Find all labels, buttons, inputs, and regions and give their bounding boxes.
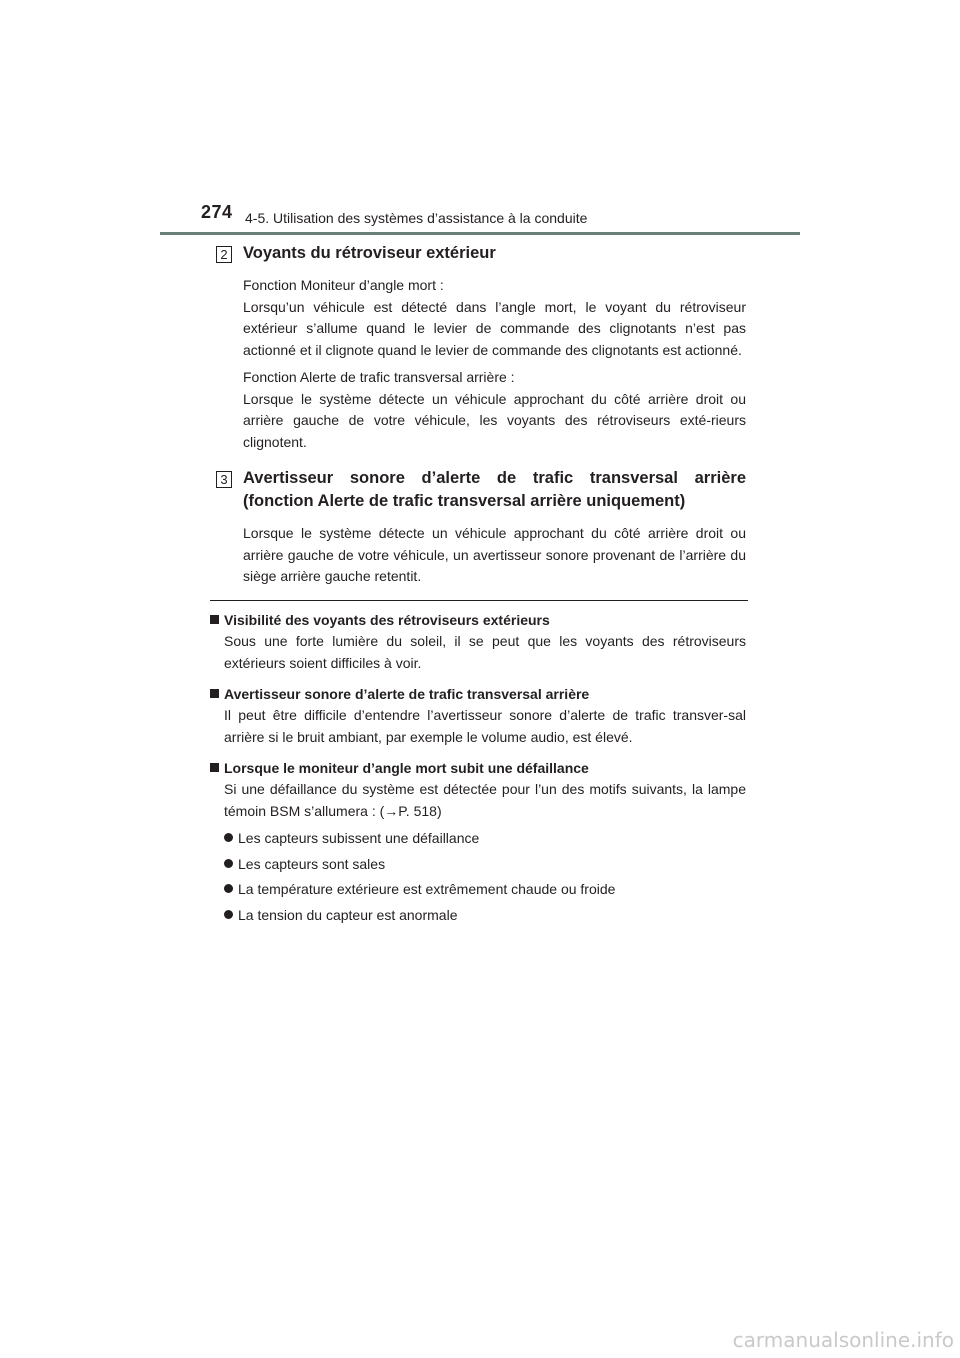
- paragraph: Lorsque le système détecte un véhicule approchant du côté arrière droit ou arrière gauche de votre véhicule, les voyants des rétroviseurs exté-rieurs clignotent.: [243, 390, 746, 450]
- note-buzzer: [210, 684, 746, 748]
- note-text: Si une défaillance du système est détectée pour l’un des motifs suivants, la lampe témoin BSM s’allumera : (→P. 518): [224, 781, 746, 819]
- list-item-text: La tension du capteur est anormale: [238, 906, 458, 923]
- note-heading: [210, 758, 746, 779]
- item-number-badge: 2: [216, 246, 232, 263]
- note-heading-text: Visibilité des voyants des rétroviseurs extérieurs: [224, 612, 550, 628]
- circle-bullet-icon: [224, 884, 233, 893]
- square-bullet-icon: [210, 689, 219, 698]
- item-number-badge: 3: [216, 471, 232, 488]
- header-divider: [160, 232, 800, 235]
- square-bullet-icon: [210, 615, 219, 624]
- list-item-text: Les capteurs sont sales: [238, 855, 386, 872]
- circle-bullet-icon: [224, 833, 233, 842]
- note-heading: [210, 610, 746, 631]
- page-number: 274: [201, 202, 233, 222]
- notes-section: [210, 610, 746, 936]
- item-body: [243, 523, 746, 588]
- note-heading-text: Lorsque le moniteur d’angle mort subit une défaillance: [224, 760, 589, 776]
- note-visibility: [210, 610, 746, 674]
- circle-bullet-icon: [224, 859, 233, 868]
- note-text: Sous une forte lumière du soleil, il se peut que les voyants des rétroviseurs extérieurs soient difficiles à voir.: [224, 633, 746, 671]
- note-heading: [210, 684, 746, 705]
- paragraph: Fonction Alerte de trafic transversal arrière :: [243, 369, 515, 385]
- note-text: Il peut être difficile d’entendre l’avertisseur sonore d’alerte de trafic transver-sal arrière si le bruit ambiant, par exemple le volume audio, est élevé.: [224, 707, 746, 745]
- item-title: Avertisseur sonore d’alerte de trafic transversal arrière (fonction Alerte de trafic transversal arrière uniquement): [243, 469, 746, 510]
- page-header: [0, 0, 960, 240]
- notes-divider: [210, 600, 748, 601]
- item-body: [243, 275, 746, 453]
- watermark: carmanualsonline.info: [732, 1328, 954, 1352]
- item-2: [216, 242, 746, 459]
- paragraph: Lorsqu’un véhicule est détecté dans l’angle mort, le voyant du rétroviseur extérieur s’allume quand le levier de commande des clignotants n’est pas actionné et il clignote quand le levier de commande des clignotants est actionné.: [243, 298, 746, 358]
- list-item: [224, 879, 746, 900]
- list-item: [224, 905, 746, 926]
- paragraph: Fonction Moniteur d’angle mort :: [243, 277, 444, 293]
- list-item-text: Les capteurs subissent une défaillance: [238, 830, 480, 846]
- note-heading-text: Avertisseur sonore d’alerte de trafic transversal arrière: [224, 686, 590, 702]
- item-title: Voyants du rétroviseur extérieur: [243, 244, 496, 262]
- list-item: [224, 854, 746, 875]
- section-title: 4-5. Utilisation des systèmes d’assistance à la conduite: [245, 210, 588, 226]
- malfunction-reasons-list: [224, 828, 746, 926]
- list-item-text: La température extérieure est extrêmement chaude ou froide: [238, 881, 616, 897]
- list-item: [224, 828, 746, 849]
- circle-bullet-icon: [224, 910, 233, 919]
- paragraph: Lorsque le système détecte un véhicule approchant du côté arrière droit ou arrière gauche de votre véhicule, un avertisseur sonore provenant de l’arrière du siège arrière gauche retentit.: [243, 525, 746, 584]
- square-bullet-icon: [210, 763, 219, 772]
- item-3: [216, 467, 746, 594]
- note-malfunction: [210, 758, 746, 926]
